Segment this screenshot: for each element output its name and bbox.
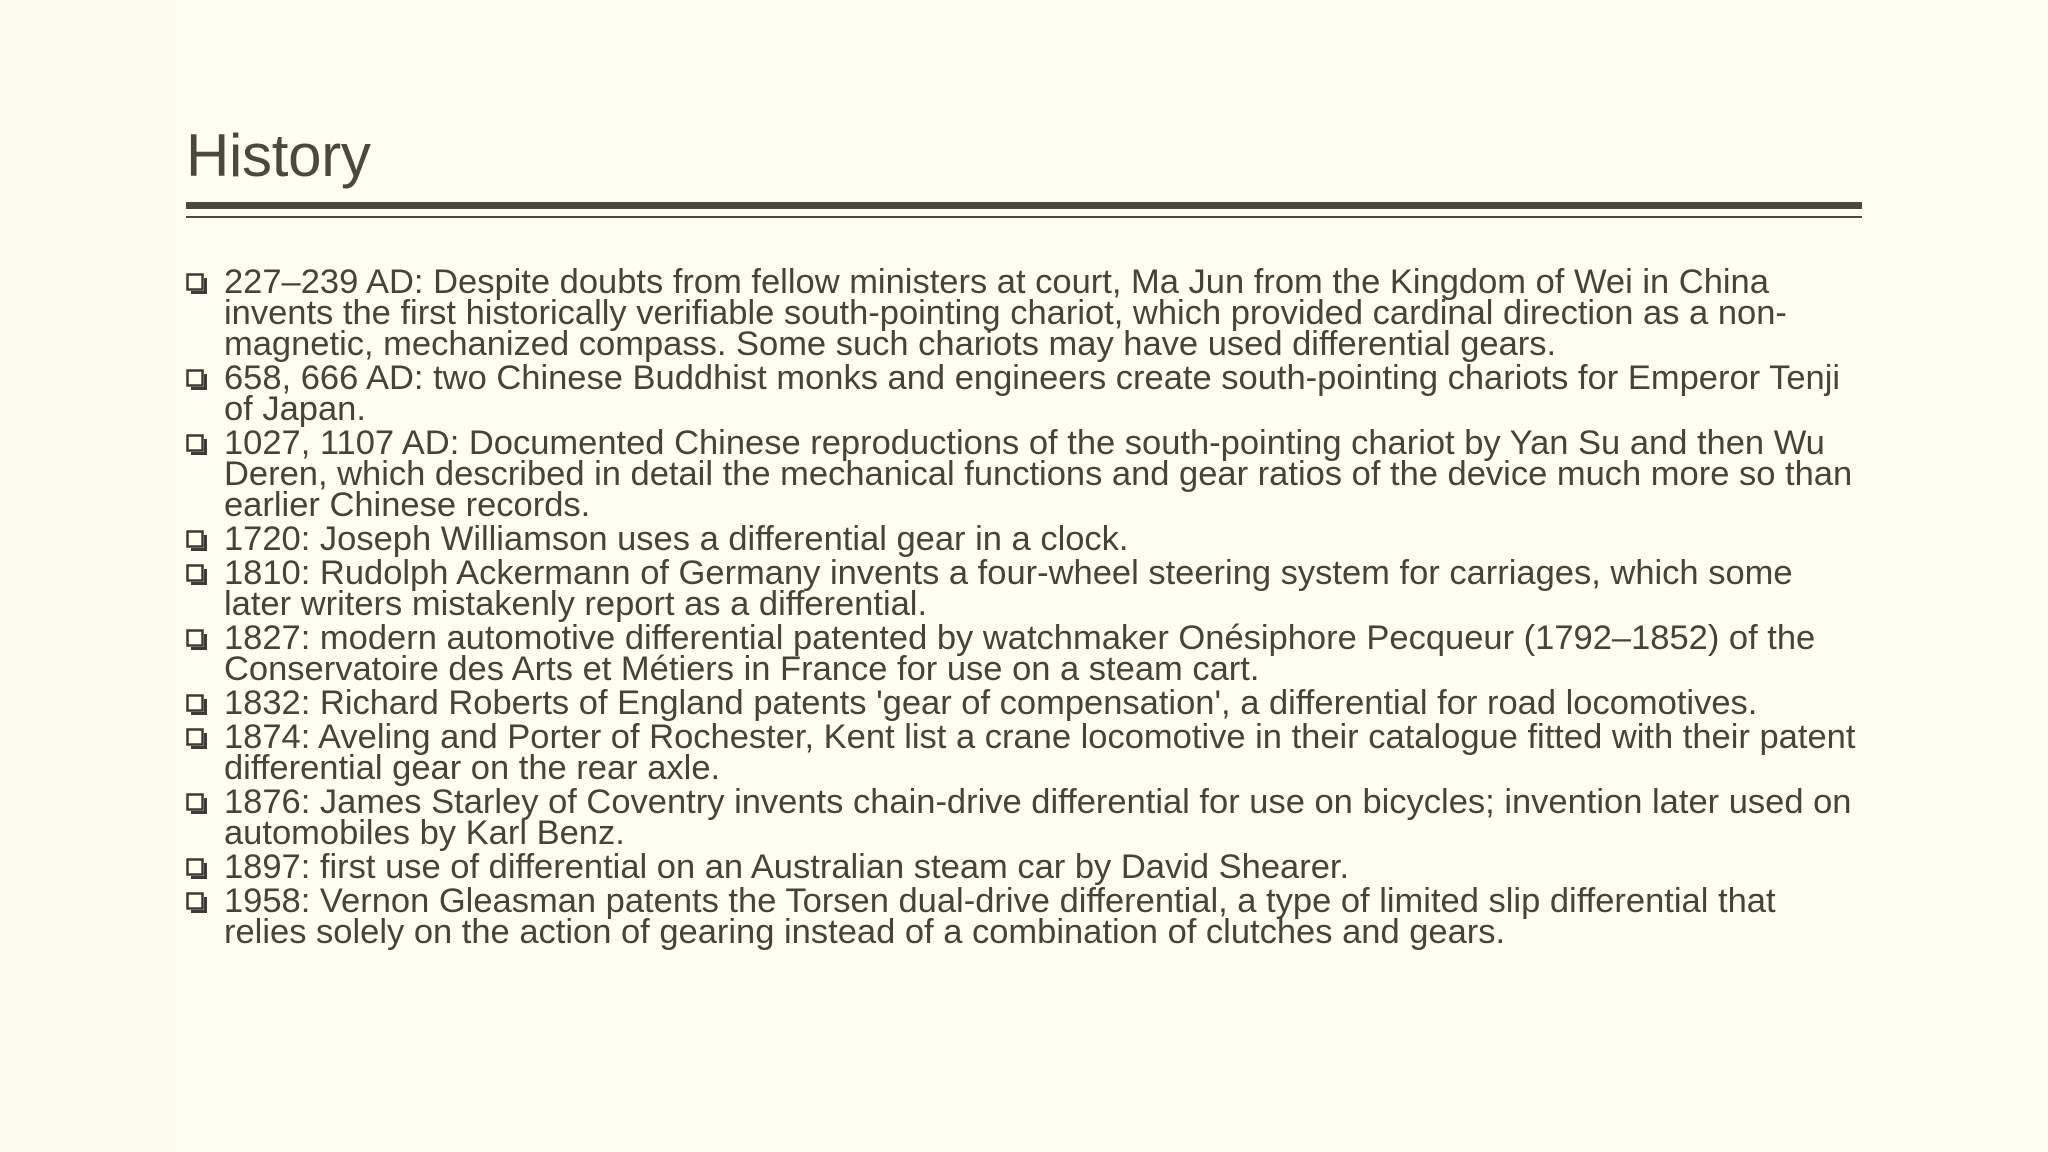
hollow-square-bullet-icon <box>186 629 208 651</box>
left-margin-band <box>0 0 178 1152</box>
list-item <box>186 424 1866 524</box>
hollow-square-bullet-icon <box>186 434 208 456</box>
title-rule-thin <box>186 216 1862 218</box>
list-item-text: 227–239 AD: Despite doubts from fellow ministers at court, Ma Jun from the Kingdom of Wei in China invents the first historically verifiable south-pointing chariot, which provided cardinal direction as a non-magnetic, mechanized compass. Some such chariots may have used differential gears. <box>224 263 1787 363</box>
hollow-square-bullet-icon <box>186 369 208 391</box>
slide-title: History <box>186 122 371 189</box>
list-item-text: 1874: Aveling and Porter of Rochester, Kent list a crane locomotive in their catalogue fitted with their patent differential gear on the rear axle. <box>224 718 1856 787</box>
list-item-text: 1958: Vernon Gleasman patents the Torsen dual-drive differential, a type of limited slip differential that relies solely on the action of gearing instead of a combination of clutches and gears. <box>224 882 1776 951</box>
hollow-square-bullet-icon <box>186 793 208 815</box>
list-item <box>186 359 1866 428</box>
list-item-text: 658, 666 AD: two Chinese Buddhist monks and engineers create south-pointing chariots for Emperor Tenji of Japan. <box>224 359 1841 428</box>
hollow-square-bullet-icon <box>186 728 208 750</box>
list-item <box>186 882 1866 951</box>
list-item <box>186 783 1866 852</box>
list-item-text: 1832: Richard Roberts of England patents 'gear of compensation', a differential for road locomotives. <box>224 684 1758 722</box>
list-item-text: 1876: James Starley of Coventry invents chain-drive differential for use on bicycles; invention later used on automobiles by Karl Benz. <box>224 783 1852 852</box>
hollow-square-bullet-icon <box>186 892 208 914</box>
history-list <box>186 263 1866 951</box>
hollow-square-bullet-icon <box>186 530 208 552</box>
hollow-square-bullet-icon <box>186 273 208 295</box>
list-item <box>186 520 1866 558</box>
list-item-text: 1027, 1107 AD: Documented Chinese reproductions of the south-pointing chariot by Yan Su and then Wu Deren, which described in detail the mechanical functions and gear ratios of the device much more so than earlier Chinese records. <box>224 424 1853 524</box>
hollow-square-bullet-icon <box>186 858 208 880</box>
list-item <box>186 263 1866 363</box>
title-rule-thick <box>186 202 1862 209</box>
list-item-text: 1810: Rudolph Ackermann of Germany invents a four-wheel steering system for carriages, which some later writers mistakenly report as a differential. <box>224 554 1793 623</box>
hollow-square-bullet-icon <box>186 694 208 716</box>
hollow-square-bullet-icon <box>186 564 208 586</box>
list-item <box>186 684 1866 722</box>
list-item <box>186 718 1866 787</box>
list-item-text: 1827: modern automotive differential patented by watchmaker Onésiphore Pecqueur (1792–1852) of the Conservatoire des Arts et Métiers in France for use on a steam cart. <box>224 619 1816 688</box>
list-item-text: 1897: first use of differential on an Australian steam car by David Shearer. <box>224 848 1350 886</box>
list-item <box>186 848 1866 886</box>
list-item-text: 1720: Joseph Williamson uses a differential gear in a clock. <box>224 520 1129 558</box>
list-item <box>186 554 1866 623</box>
list-item <box>186 619 1866 688</box>
